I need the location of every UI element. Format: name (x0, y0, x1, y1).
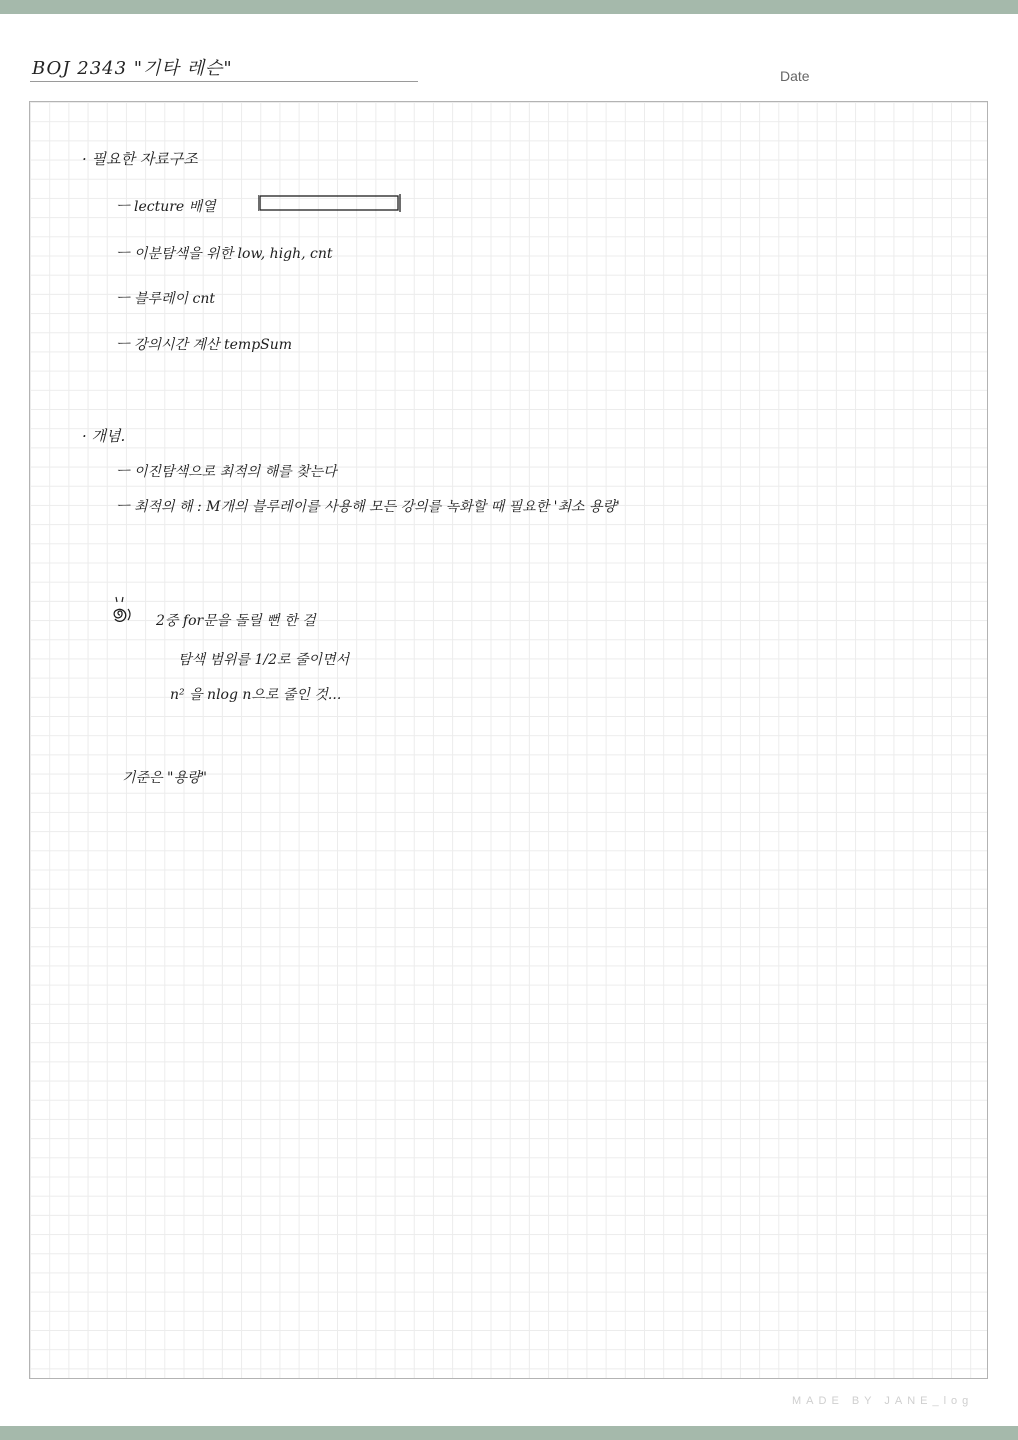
page-title: BOJ 2343 "기타 레슨" (32, 58, 233, 79)
insight-line: n² 을 nlog n으로 줄인 것... (170, 687, 342, 703)
section1-item: ㅡ 블루레이 cnt (116, 291, 216, 307)
bottom-color-band (0, 1426, 1018, 1440)
title-underline (30, 81, 418, 82)
section1-item: ㅡ 강의시간 계산 tempSum (116, 337, 293, 353)
title-area (30, 52, 418, 82)
watermark-text: MADE BY JANE_log (792, 1395, 974, 1407)
top-color-band (0, 0, 1018, 14)
closing-note: 기준은 "용량" (122, 770, 207, 786)
idea-spiral-doodle (108, 596, 134, 626)
section2-item: ㅡ 이진탐색으로 최적의 해를 찾는다 (116, 464, 337, 480)
section1-heading: · 필요한 자료구조 (82, 150, 198, 168)
insight-line: 탐색 범위를 1/2로 줄이면서 (178, 652, 350, 668)
section2-heading: · 개념. (82, 427, 126, 445)
array-box-sketch (258, 194, 402, 212)
insight-line: 2중 for문을 돌릴 뻔 한 걸 (156, 613, 316, 629)
section1-item: ㅡ lecture 배열 (116, 199, 216, 215)
section1-item: ㅡ 이분탐색을 위한 low, high, cnt (116, 246, 333, 262)
date-label: Date (780, 68, 810, 84)
section2-item: ㅡ 최적의 해 : M개의 블루레이를 사용해 모든 강의를 녹화할 때 필요한 '최소 용량' (116, 499, 620, 515)
